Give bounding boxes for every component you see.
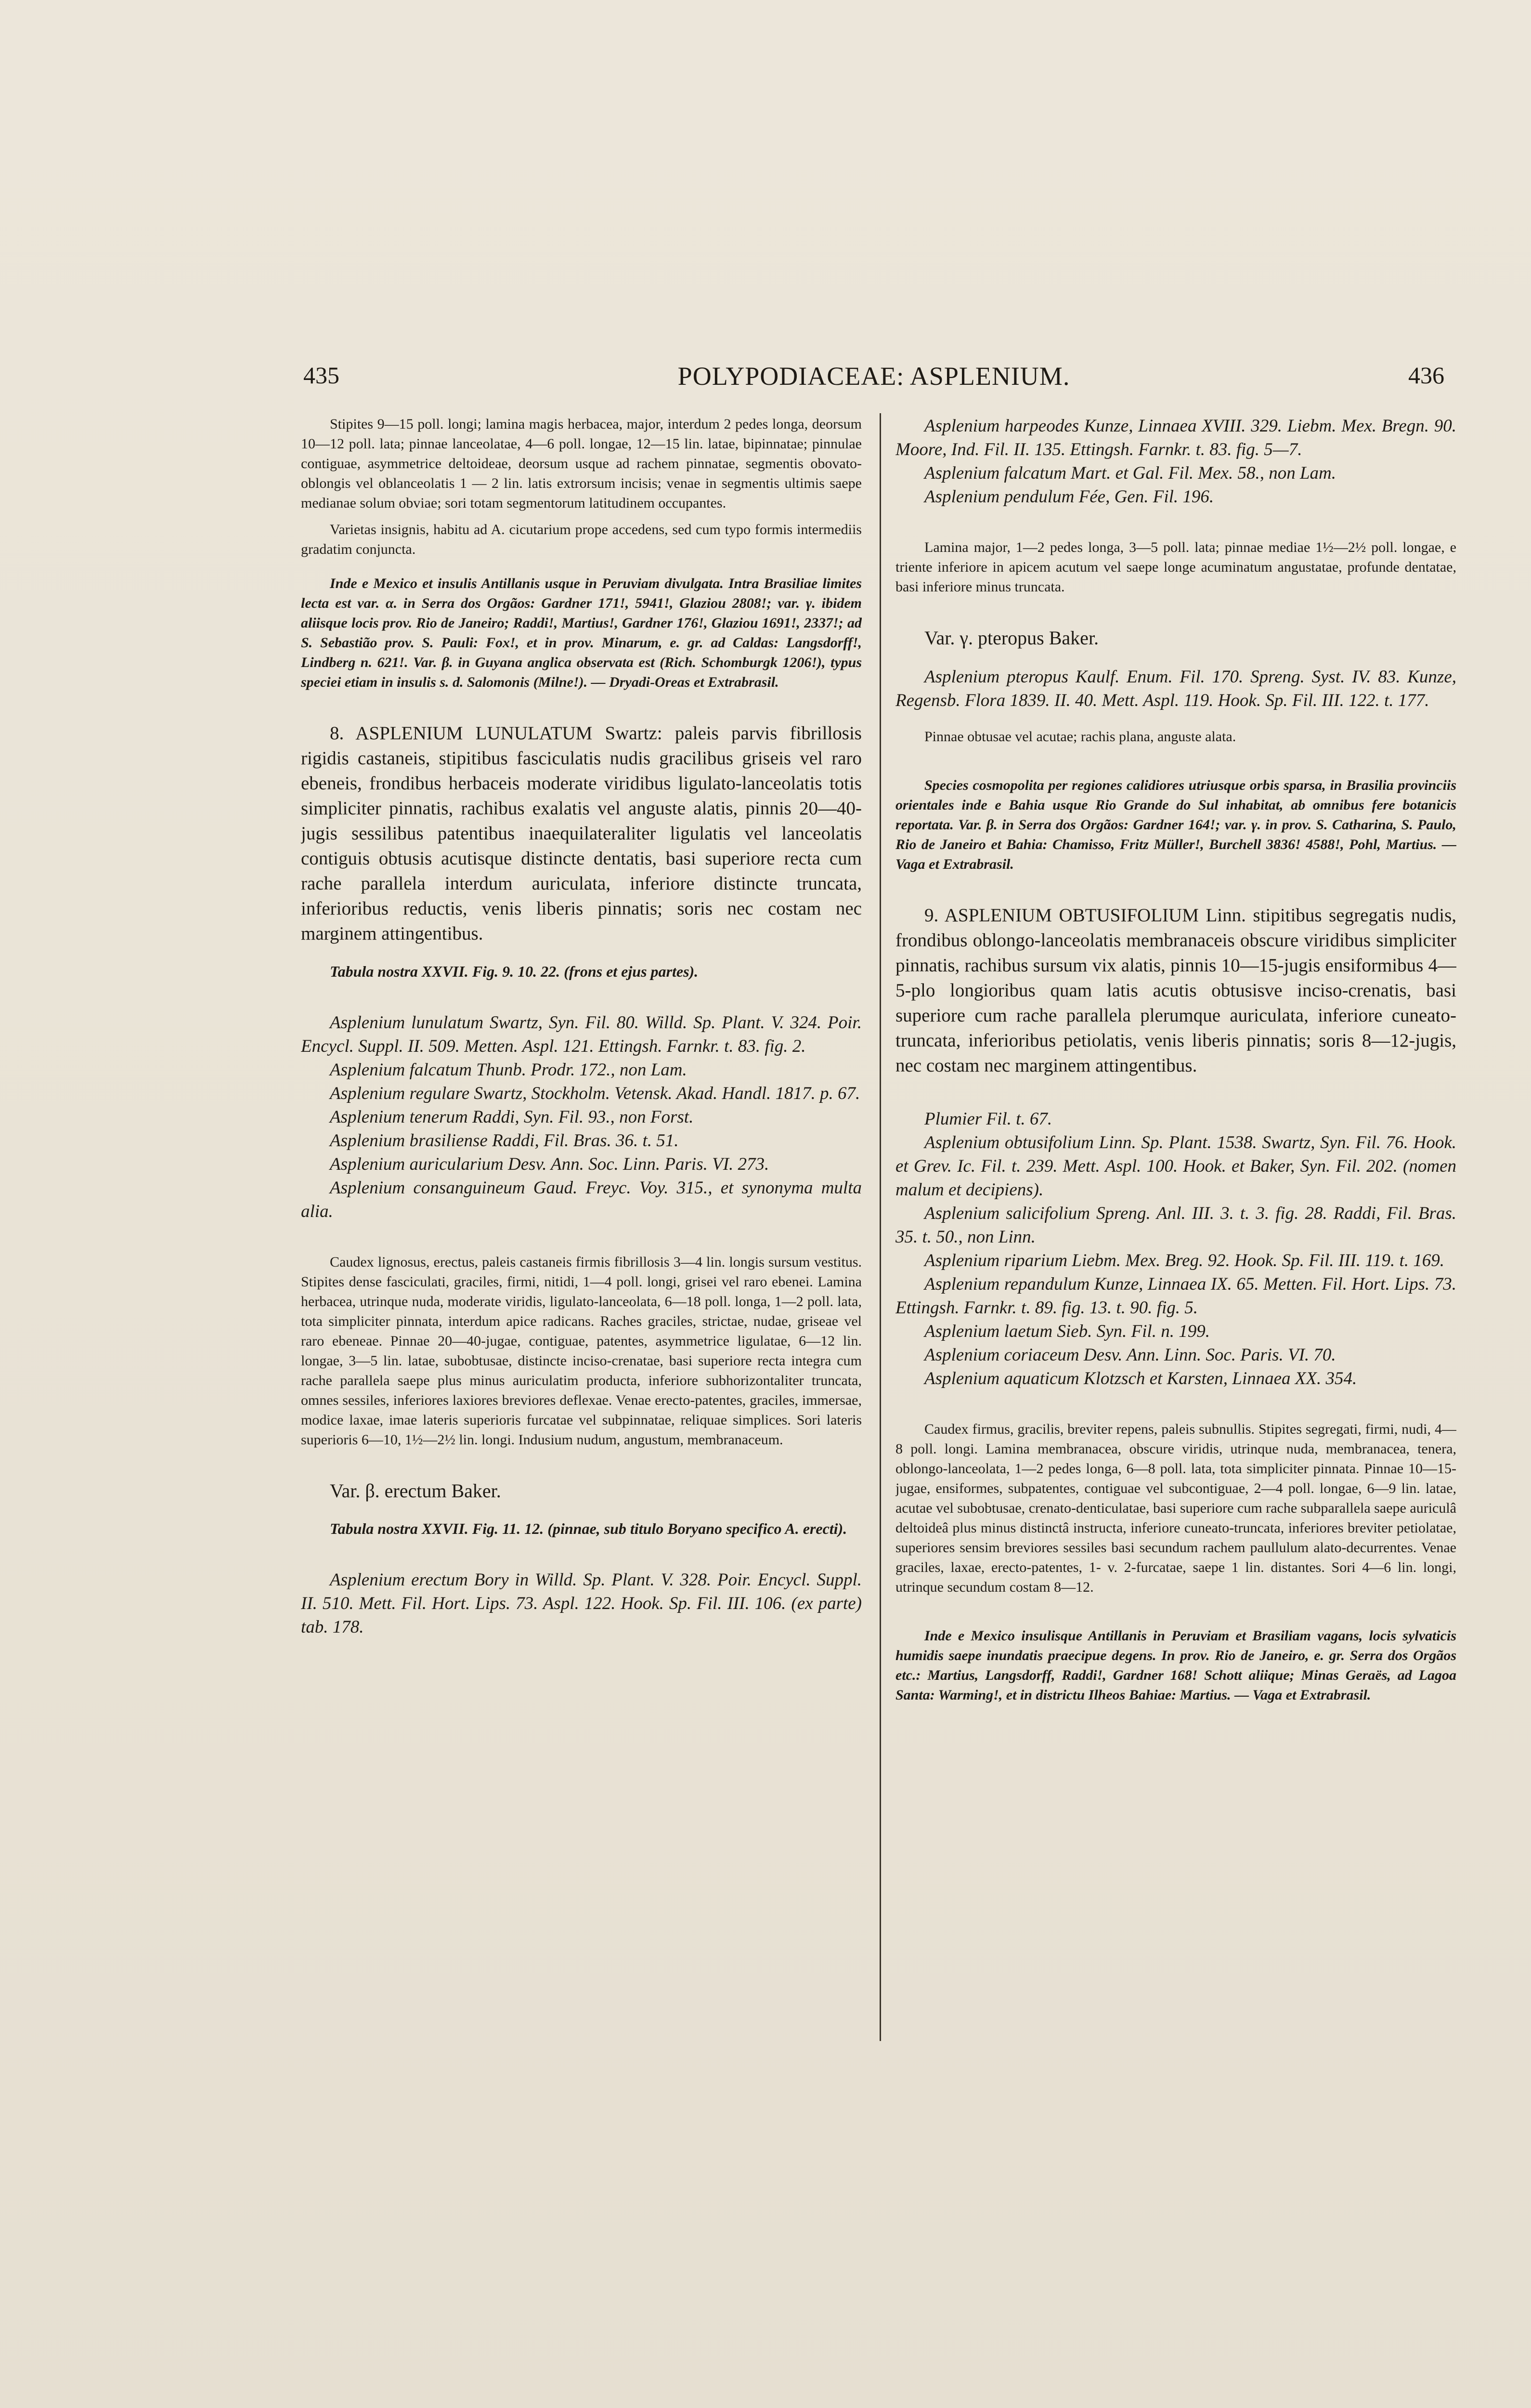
synonym: Asplenium brasiliense Raddi, Fil. Bras. 36. t. 51. bbox=[330, 1131, 679, 1151]
variety-gamma-description: Pinnae obtusae vel acutae; rachis plana, anguste alata. bbox=[924, 729, 1236, 745]
synonym: Asplenium lunulatum Swartz, Syn. Fil. 80. Willd. Sp. Plant. V. 324. Poir. Encycl. Suppl. II. 509. Metten. Aspl. 121. Ettingsh. Farnkr. t. 83. fig. 2. bbox=[301, 1013, 862, 1056]
running-header bbox=[298, 361, 1449, 405]
species-8-distribution: Species cosmopolita per regiones calidiores utriusque orbis sparsa, in Brasilia provinciis orientales inde e Bahia usque Rio Grande do Sul inhabitat, ab omnibus fere botanicis reportata. Var. β. in Serra dos Orgãos: Gardner 164!; var. γ. in prov. S. Catharina, S. Paulo, Rio de Janeiro et Bahia: Chamisso, Fritz Müller!, Burchell 3836! 4588!, Pohl, Martius. — Vaga et Extrabrasil. bbox=[895, 777, 1456, 872]
left-column bbox=[301, 414, 862, 2052]
synonym: Asplenium salicifolium Spreng. Anl. III. 3. t. 3. fig. 28. Raddi, Fil. Bras. 35. t. 50., non Linn. bbox=[895, 1204, 1456, 1247]
variety-beta-synonyms-continued bbox=[895, 414, 1456, 509]
synonym: Asplenium laetum Sieb. Syn. Fil. n. 199. bbox=[924, 1322, 1210, 1341]
synonym: Asplenium auricularium Desv. Ann. Soc. Linn. Paris. VI. 273. bbox=[330, 1154, 769, 1174]
right-column bbox=[895, 414, 1456, 2052]
species-8-tabula: Tabula nostra XXVII. Fig. 9. 10. 22. (frons et ejus partes). bbox=[330, 963, 699, 980]
variety-beta-tabula: Tabula nostra XXVII. Fig. 11. 12. (pinnae, sub titulo Boryano specifico A. erecti). bbox=[330, 1520, 847, 1537]
species-9-distribution: Inde e Mexico insulisque Antillanis in Peruviam et Brasiliam vagans, locis sylvaticis humidis saepe inundatis praecipue degens. In prov. Rio de Janeiro, e. gr. Serra dos Orgãos etc.: Martius, Langsdorff, Raddi!, Gardner 168! Schott aliique; Minas Geraës, ad Lagoa Santa: Warming!, et in districtu Ilheos Bahiae: Martius. — Vaga et Extrabrasil. bbox=[895, 1628, 1456, 1703]
column-divider bbox=[880, 413, 881, 2041]
synonym: Asplenium falcatum Thunb. Prodr. 172., non Lam. bbox=[330, 1060, 687, 1080]
synonym: Asplenium obtusifolium Linn. Sp. Plant. 1538. Swartz, Syn. Fil. 76. Hook. et Grev. Ic. Fil. t. 239. Mett. Aspl. 100. Hook. et Baker, Syn. Fil. 202. (nomen malum et decipiens). bbox=[895, 1133, 1456, 1200]
synonym: Asplenium harpeodes Kunze, Linnaea XVIII. 329. Liebm. Mex. Bregn. 90. Moore, Ind. Fil. II. 135. Ettingsh. Farnkr. t. 83. fig. 5—7. bbox=[895, 416, 1456, 459]
species-8-heading: 8. ASPLENIUM LUNULATUM Swartz: paleis parvis fibrillosis rigidis castaneis, stipitibus fasciculatis nudis gracilibus griseis vel raro ebeneis, frondibus herbaceis moderate viridibus ligulato-lanceolatis totis simpliciter pinnatis, rachibus exalatis vel anguste alatis, pinnis 20—40-jugis sessilibus patentibus inaequilateraliter ligulatis vel lanceolatis contiguis obtusis acutisque distincte dentatis, basi superiore recta cum rache parallela interdum auriculata, inferiore distincte truncata, inferioribus reductis, venis liberis pinnatis; soris nec costam nec marginem attingentibus. bbox=[301, 723, 862, 944]
synonym: Asplenium consanguineum Gaud. Freyc. Voy. 315., et synonyma multa alia. bbox=[301, 1178, 862, 1221]
running-title: POLYPODIACEAE: ASPLENIUM. bbox=[677, 362, 1070, 391]
intro-distribution: Inde e Mexico et insulis Antillanis usque in Peruviam divulgata. Intra Brasiliae limites lecta est var. α. in Serra dos Orgãos: Gardner 171!, 5941!, Glaziou 2808!; var. γ. ibidem aliisque locis prov. Rio de Janeiro; Raddi!, Martius!, Gardner 176!, Glaziou 1691!, 2337!; ad S. Sebastião prov. S. Pauli: Fox!, et in prov. Minarum, e. gr. ad Caldas: Langsdorff!, Lindberg n. 621!. Var. β. in Guyana anglica observata est (Rich. Schomburgk 1206!), typus speciei etiam in insulis s. d. Salomonis (Milne!). — Dryadi-Oreas et Extrabrasil. bbox=[301, 576, 862, 690]
synonym: Asplenium pendulum Fée, Gen. Fil. 196. bbox=[924, 487, 1214, 507]
variety-beta-description: Lamina major, 1—2 pedes longa, 3—5 poll. lata; pinnae mediae 1½—2½ poll. longae, e triente inferiore in apicem acutum vel saepe longe acuminatum angustatae, profunde dentatae, basi inferiore minus truncata. bbox=[895, 539, 1456, 595]
page-number-right: 436 bbox=[1408, 362, 1444, 389]
variety-gamma-synonyms bbox=[895, 665, 1456, 712]
page-number-left: 435 bbox=[303, 362, 339, 389]
species-9-description: Caudex firmus, gracilis, breviter repens, paleis subnullis. Stipites segregati, firmi, nudi, 4—8 poll. longi. Lamina membranacea, obscure viridis, utrinque nuda, membranacea, tenera, oblongo-lanceolata, 1—2 pedes longa, 6—8 poll. lata, tota simpliciter pinnata. Pinnae 10—15-jugae, ensiformes, subpatentes, contiguae vel subcontiguae, 2—4 poll. longae, 6—9 lin. latae, acutae vel subobtusae, crenato-denticulatae, basi superiore cum rache subparallela saepe auriculâ deltoideâ plus minus distinctâ instructa, inferiore cuneato-truncata, inferiores breviter petiolatae, superiores sensim breviores sessiles basi secundum rachem paullulum alato-decurrentes. Venae graciles, laxae, erecto-patentes, 1- v. 2-furcatae, saepe 1 lin. distantes. Sori 4—6 lin. longi, utrinque secundum costam 8—12. bbox=[895, 1421, 1456, 1595]
intro-variety-note: Varietas insignis, habitu ad A. cicutarium prope accedens, sed cum typo formis intermediis gradatim conjuncta. bbox=[301, 522, 862, 557]
variety-beta-synonyms bbox=[301, 1568, 862, 1639]
species-9-synonyms bbox=[895, 1107, 1456, 1390]
species-8-synonyms bbox=[301, 1011, 862, 1223]
synonym: Asplenium falcatum Mart. et Gal. Fil. Mex. 58., non Lam. bbox=[924, 463, 1336, 483]
intro-description: Stipites 9—15 poll. longi; lamina magis herbacea, major, interdum 2 pedes longa, deorsum 10—12 poll. lata; pinnae lanceolatae, 4—6 poll. longae, 12—15 lin. latae, bipinnatae; pinnulae contiguae, asymmetrice deltoideae, deorsum usque ad rachem pinnatae, segmentis obovato-oblongis vel oblanceolatis 1 — 2 lin. latis extrorsum incisis; venae in segmentis ultimis saepe medianae solum obviae; sori totam segmentorum latitudinem occupantes. bbox=[301, 416, 862, 511]
synonym: Asplenium repandulum Kunze, Linnaea IX. 65. Metten. Fil. Hort. Lips. 73. Ettingsh. Farnkr. t. 89. fig. 13. t. 90. fig. 5. bbox=[895, 1274, 1456, 1318]
variety-gamma-title: Var. γ. pteropus Baker. bbox=[924, 627, 1099, 649]
synonym: Asplenium erectum Bory in Willd. Sp. Plant. V. 328. Poir. Encycl. Suppl. II. 510. Mett. Fil. Hort. Lips. 73. Aspl. 122. Hook. Sp. Fil. III. 106. (ex parte) tab. 178. bbox=[301, 1570, 862, 1637]
synonym: Asplenium coriaceum Desv. Ann. Linn. Soc. Paris. VI. 70. bbox=[924, 1345, 1336, 1365]
synonym: Plumier Fil. t. 67. bbox=[924, 1109, 1052, 1129]
synonym: Asplenium pteropus Kaulf. Enum. Fil. 170. Spreng. Syst. IV. 83. Kunze, Regensb. Flora 1839. II. 40. Mett. Aspl. 119. Hook. Sp. Fil. III. 122. t. 177. bbox=[895, 667, 1456, 710]
synonym: Asplenium aquaticum Klotzsch et Karsten, Linnaea XX. 354. bbox=[924, 1369, 1357, 1388]
variety-beta-title: Var. β. erectum Baker. bbox=[330, 1480, 501, 1502]
synonym: Asplenium riparium Liebm. Mex. Breg. 92. Hook. Sp. Fil. III. 119. t. 169. bbox=[924, 1251, 1445, 1270]
species-9-heading: 9. ASPLENIUM OBTUSIFOLIUM Linn. stipitibus segregatis nudis, frondibus oblongo-lanceolatis membranaceis obscure viridibus simpliciter pinnatis, rachibus sursum vix alatis, pinnis 10—15-jugis ensiformibus 4—5-plo longioribus quam latis acutis obtusisve inciso-crenatis, basi superiore cum rache parallela plerumque auriculata, inferiore cuneato-truncata, inferioribus petiolatis, venis liberis pinnatis; soris 8—12-jugis, nec costam nec marginem attingentibus. bbox=[895, 905, 1456, 1076]
synonym: Asplenium regulare Swartz, Stockholm. Vetensk. Akad. Handl. 1817. p. 67. bbox=[330, 1084, 860, 1103]
synonym: Asplenium tenerum Raddi, Syn. Fil. 93., non Forst. bbox=[330, 1107, 694, 1127]
species-8-description: Caudex lignosus, erectus, paleis castaneis firmis fibrillosis 3—4 lin. longis sursum vestitus. Stipites dense fasciculati, graciles, firmi, nitidi, 1—4 poll. longi, grisei vel raro ebenei. Lamina herbacea, utrinque nuda, moderate viridis, ligulato-lanceolata, 6—18 poll. longa, 1—2 poll. lata, tota simpliciter pinnata, interdum apice radicans. Raches graciles, strictae, nudae, griseae vel raro ebeneae. Pinnae 20—40-jugae, contiguae, patentes, asymmetrice ligulatae, 6—12 lin. longae, 3—5 lin. latae, subobtusae, distincte inciso-crenatae, basi superiore recta integra cum rache parallela saepe plus minus auriculatim producta, inferiore subhorizontaliter truncata, omnes sessiles, inferiores laxiores breviores deflexae. Venae erecto-patentes, graciles, immersae, modice laxae, imae lateris superioris furcatae vel subpinnatae, reliquae simplices. Sori lateris superioris 6—10, 1½—2½ lin. longi. Indusium nudum, angustum, membranaceum. bbox=[301, 1254, 862, 1448]
